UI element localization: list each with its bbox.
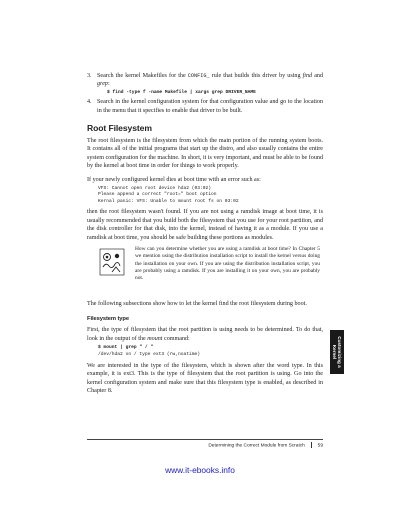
error-code-block: VFS: Cannot open root device hda2 (03:02) Please append a correct "root=" boot option Kernal panic: VFS: Unable to mount root fs on 03:02 [98, 186, 239, 204]
chapter-thumb-tab: Customizing a Kernel [330, 330, 344, 374]
page-number: 59 [317, 443, 323, 449]
paragraph: We are interested in the type of the filesystem, which is shown after the word type. In this example, it is ext3. This is the type of filesystem that the root partition is using. Go into the kernel configuration system and make sure that this filesystem type is enabled, as described in Chapter 8. [87, 362, 323, 395]
paragraph: The root filesystem is the filesystem from which the main portion of the running system boots. It contains all of the initial programs that start up the distro, and also usually contains the entire system configuration for the machine. In short, it is very important, and must be able to be found by the kernel at boot time in order for things to work properly. [87, 138, 323, 170]
source-url[interactable]: www.it-ebooks.info [165, 465, 235, 475]
find-command: $ find -type f -name Makefile | xargs grep DRIVER_NAME [107, 89, 256, 95]
footer-rule [87, 439, 323, 440]
section-heading: Root Filesystem [87, 123, 152, 134]
paragraph: First, the type of filesystem that the root partition is using needs to be determined. To do that, look in the output of the mount command: [87, 327, 323, 342]
paragraph: The following subsections show how to let the kernel find the root filesystem during boot. [87, 300, 307, 307]
note-icon [99, 248, 125, 276]
step-3: 3. Search the kernel Makefiles for the CONFIG_ rule that builds this driver by using find and grep: [87, 73, 323, 88]
footer-divider [311, 442, 312, 448]
note-text: How can you determine whether you are using a ramdisk at boot time? In Chapter 5 we mention using the distribution installation script to install the kernel versus doing the installation on your own. If you are using the distribution installation script, you are probably using a ramdisk. If you are installing it on your own, you are probably not. [135, 245, 320, 282]
note-box [87, 246, 323, 294]
page-footer [87, 442, 323, 448]
subsection-heading: Filesystem type [87, 316, 129, 323]
content-column [87, 72, 323, 401]
paragraph: If your newly configured kernel dies at boot time with an error such as: [87, 176, 261, 183]
step-4: 4. Search in the kernel configuration system for that configuration value and go to the location in the menu that it specifies to enable that driver to be built. [87, 99, 323, 114]
paragraph: then the root filesystem wasn't found. If you are not using a ramdisk image at boot time, it is usually recommended that you build both the filesystem that you use for your root partition, and the disk controller for that disk, into the kernel, instead of having it as a module. If you use a ramdisk at boot time, you should be safe building these portions as modules. [87, 209, 323, 241]
mount-output: /dev/hda2 on / type ext3 (rw,noatime) [98, 351, 200, 357]
footer-title: Determining the Correct Module from Scratch [208, 443, 305, 449]
mount-command: $ mount | grep " / " [98, 345, 154, 351]
